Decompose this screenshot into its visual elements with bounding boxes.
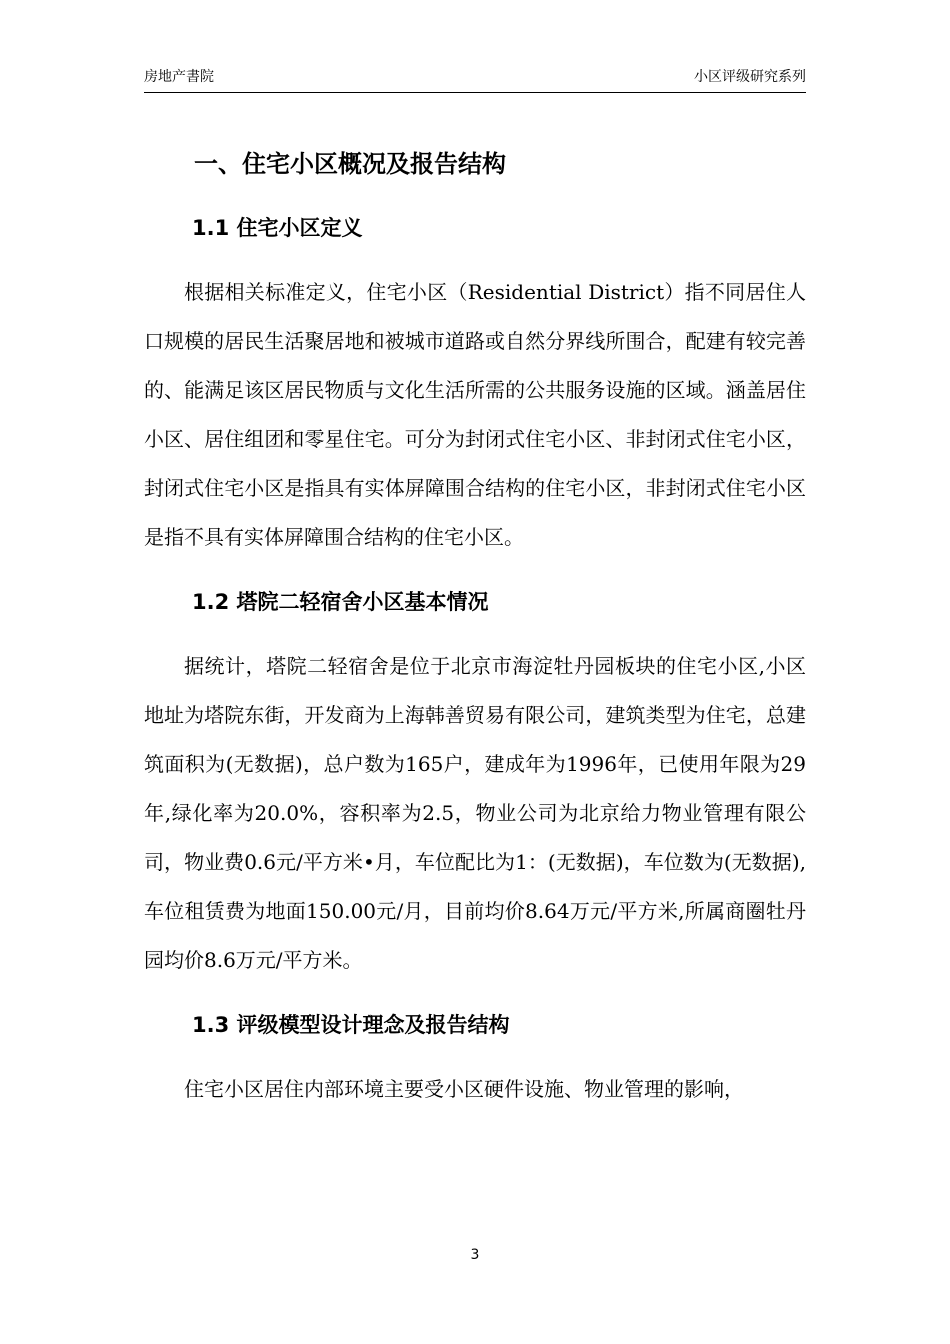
section-title-1-2: 1.2 塔院二轻宿舍小区基本情况 bbox=[192, 590, 489, 614]
section-paragraph-1-1: 根据相关标准定义，住宅小区（Residential District）指不同居住人口规模的居民生活聚居地和被城市道路或自然分界线所围合，配建有较完善的、能满足该区居民物质与文化生活所需的公共服务设施的区域。涵盖居住小区、居住组团和零星住宅。可分为封闭式住宅小区、非封闭式住宅小区，封闭式住宅小区是指具有实体屏障围合结构的住宅小区，非封闭式住宅小区是指不具有实体屏障围合结构的住宅小区。 bbox=[144, 280, 806, 549]
header-series-title: 小区评级研究系列 bbox=[694, 69, 806, 85]
page-number: 3 bbox=[470, 1247, 480, 1263]
section-paragraph-1-2: 据统计，塔院二轻宿舍是位于北京市海淀牡丹园板块的住宅小区,小区地址为塔院东街，开发商为上海韩善贸易有限公司，建筑类型为住宅，总建筑面积为(无数据)，总户数为165户，建成年为1996年，已使用年限为29年,绿化率为20.0%，容积率为2.5，物业公司为北京给力物业管理有限公司，物业费0.6元/平方米•月，车位配比为1：(无数据)，车位数为(无数据),车位租赁费为地面150.00元/月，目前均价8.64万元/平方米,所属商圈牡丹园均价8.6万元/平方米。 bbox=[144, 654, 806, 972]
header-publisher: 房地产書院 bbox=[144, 69, 214, 85]
section-title-1-1: 1.1 住宅小区定义 bbox=[192, 216, 363, 240]
section-title-1-3: 1.3 评级模型设计理念及报告结构 bbox=[192, 1013, 510, 1037]
document-body bbox=[144, 140, 806, 1114]
chapter-title: 一、住宅小区概况及报告结构 bbox=[194, 150, 506, 178]
section-paragraph-1-3: 住宅小区居住内部环境主要受小区硬件设施、物业管理的影响， bbox=[184, 1077, 744, 1101]
page-header bbox=[144, 66, 806, 93]
